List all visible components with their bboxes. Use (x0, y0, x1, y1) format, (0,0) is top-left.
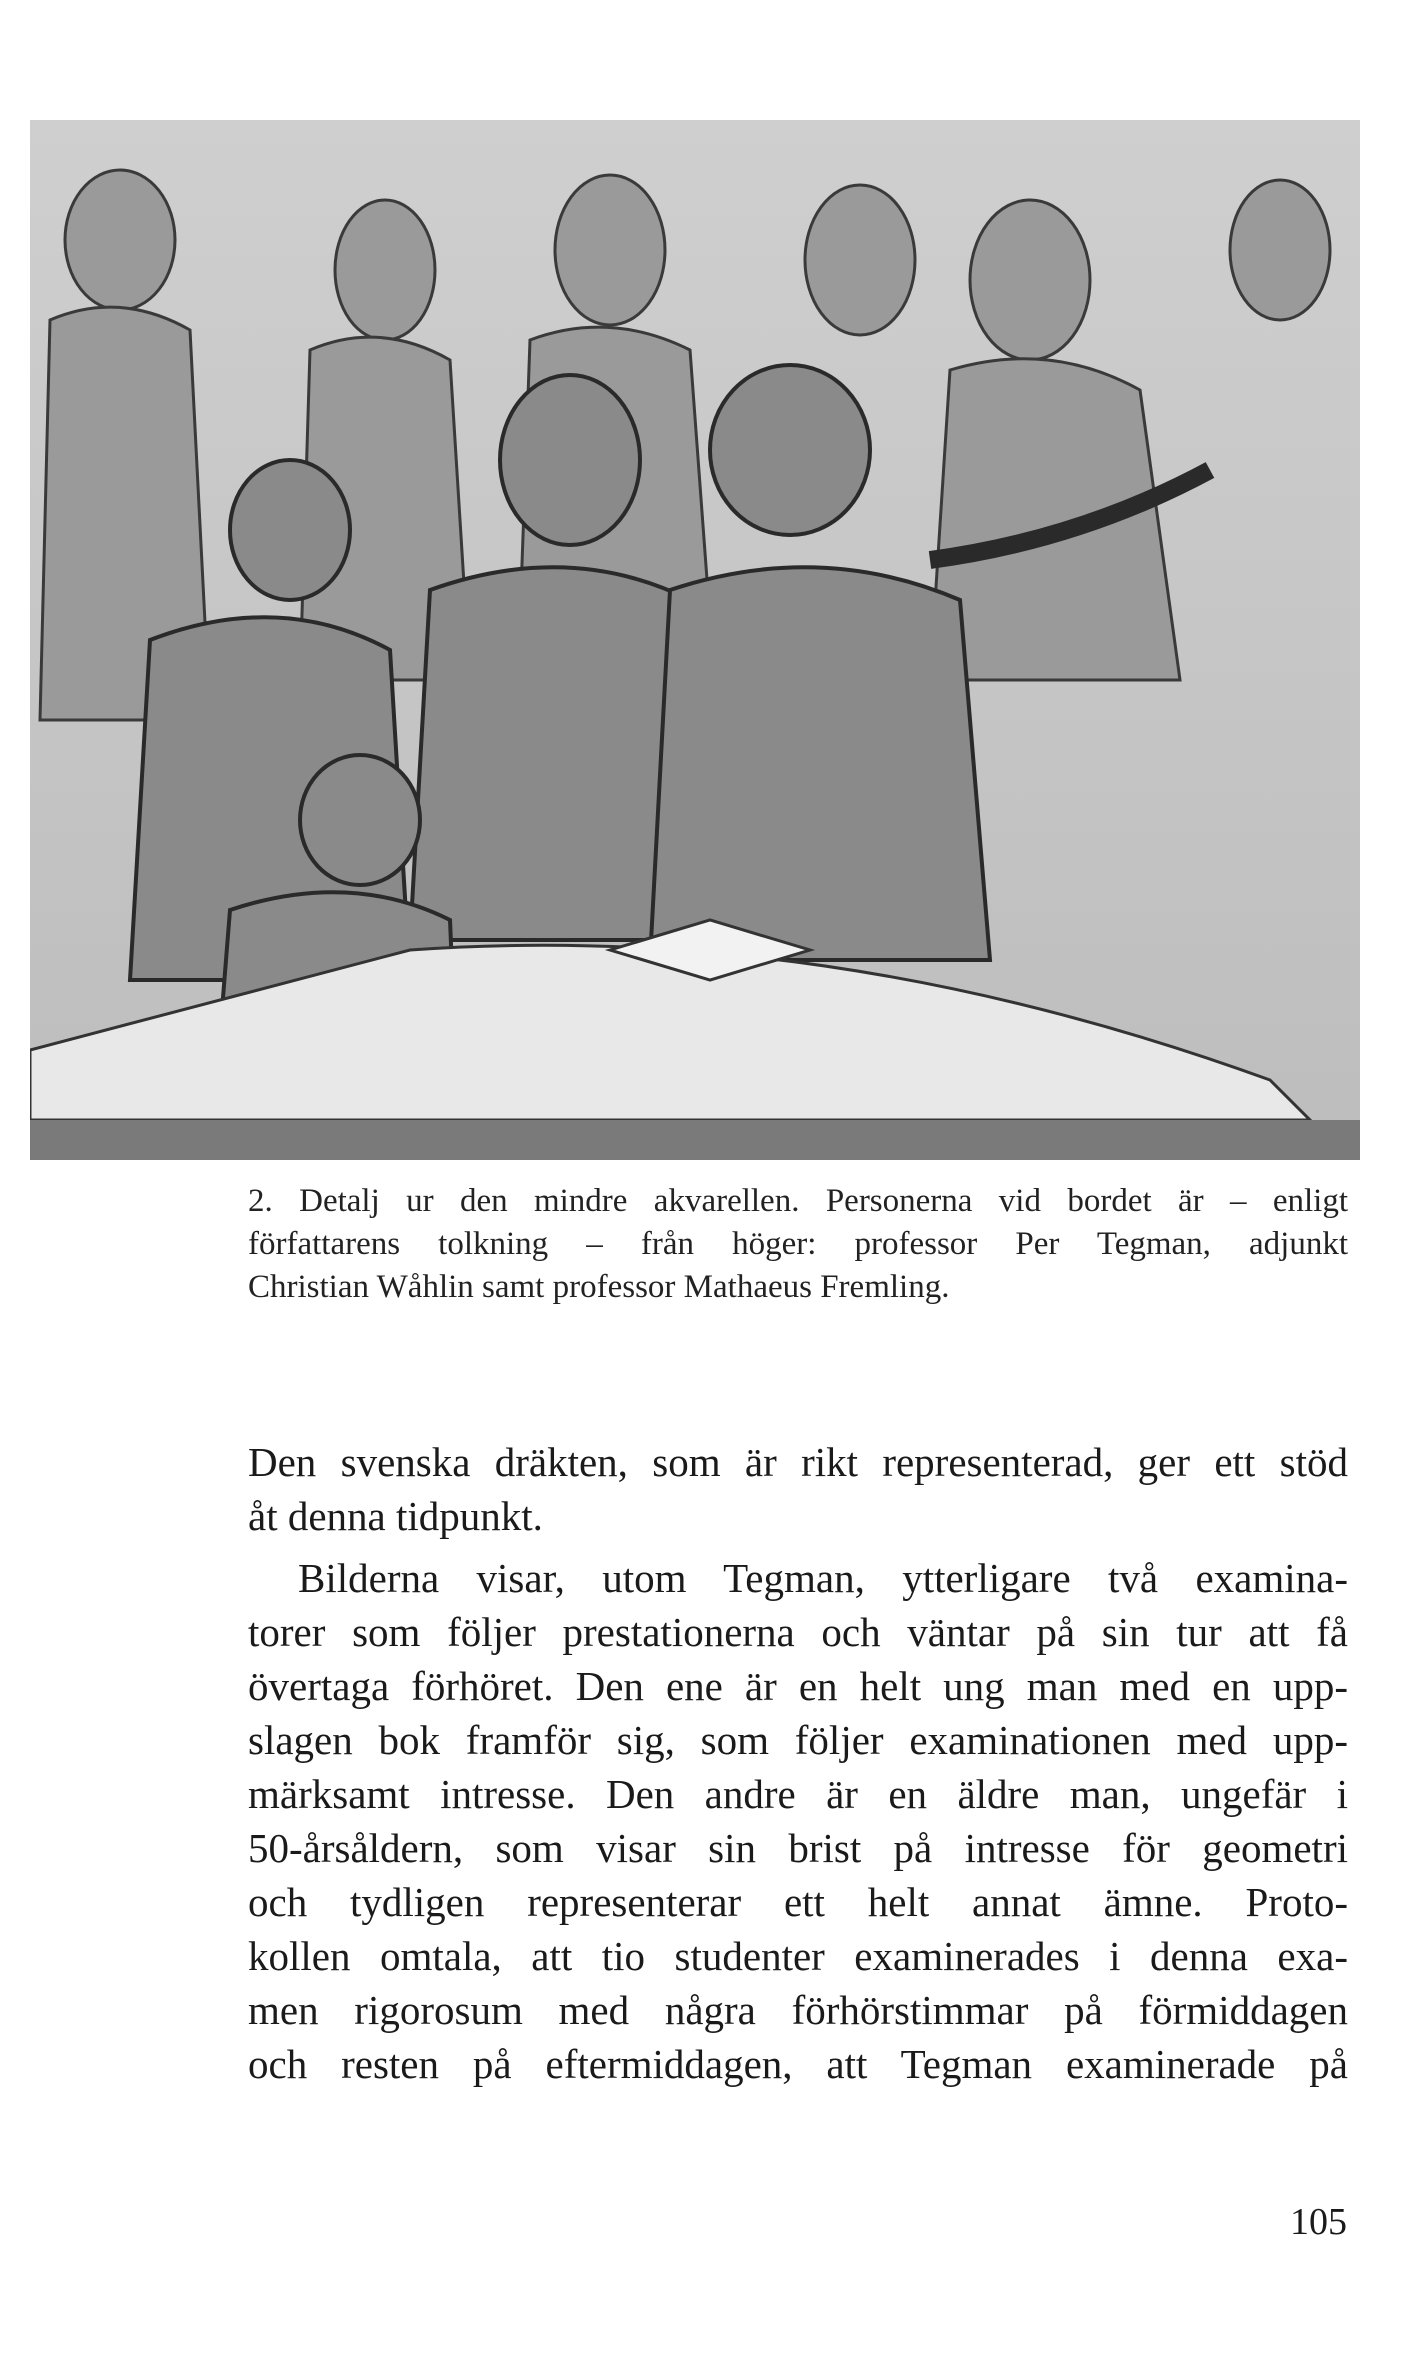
caption-line: Christian Wåhlin samt professor Mathaeus Fremling. (248, 1269, 950, 1305)
paragraph-line: kollen omtala, att tio studenter examinerades i denna exa- (248, 1933, 1348, 1979)
paragraph-line: och resten på eftermiddagen, att Tegman examinerade på (248, 2041, 1348, 2087)
illustration-drawing (30, 120, 1360, 1160)
caption-line: 2. Detalj ur den mindre akvarellen. Personerna vid bordet är – enligt (248, 1183, 1348, 1219)
body-text (248, 1435, 1348, 2091)
paragraph-line: och tydligen representerar ett helt annat ämne. Proto- (248, 1879, 1348, 1925)
paragraph-line: Bilderna visar, utom Tegman, ytterligare två examina- (298, 1555, 1348, 1601)
caption-line: författarens tolkning – från höger: professor Per Tegman, adjunkt (248, 1226, 1348, 1262)
watercolor-illustration (30, 120, 1360, 1160)
paragraph-line: 50-årsåldern, som visar sin brist på intresse för geometri (248, 1825, 1348, 1871)
paragraph-line: åt denna tidpunkt. (248, 1493, 543, 1539)
paragraph-line: torer som följer prestationerna och väntar på sin tur att få (248, 1609, 1348, 1655)
page-number: 105 (1290, 2201, 1347, 2243)
paragraph-line: Den svenska dräkten, som är rikt representerad, ger ett stöd (248, 1439, 1348, 1485)
paragraph-line: slagen bok framför sig, som följer examinationen med upp- (248, 1717, 1348, 1763)
paragraph-line: men rigorosum med några förhörstimmar på förmiddagen (248, 1987, 1348, 2033)
paragraph-line: övertaga förhöret. Den ene är en helt ung man med en upp- (248, 1663, 1348, 1709)
figure-caption (248, 1180, 1348, 1309)
paragraph-line: märksamt intresse. Den andre är en äldre man, ungefär i (248, 1771, 1348, 1817)
